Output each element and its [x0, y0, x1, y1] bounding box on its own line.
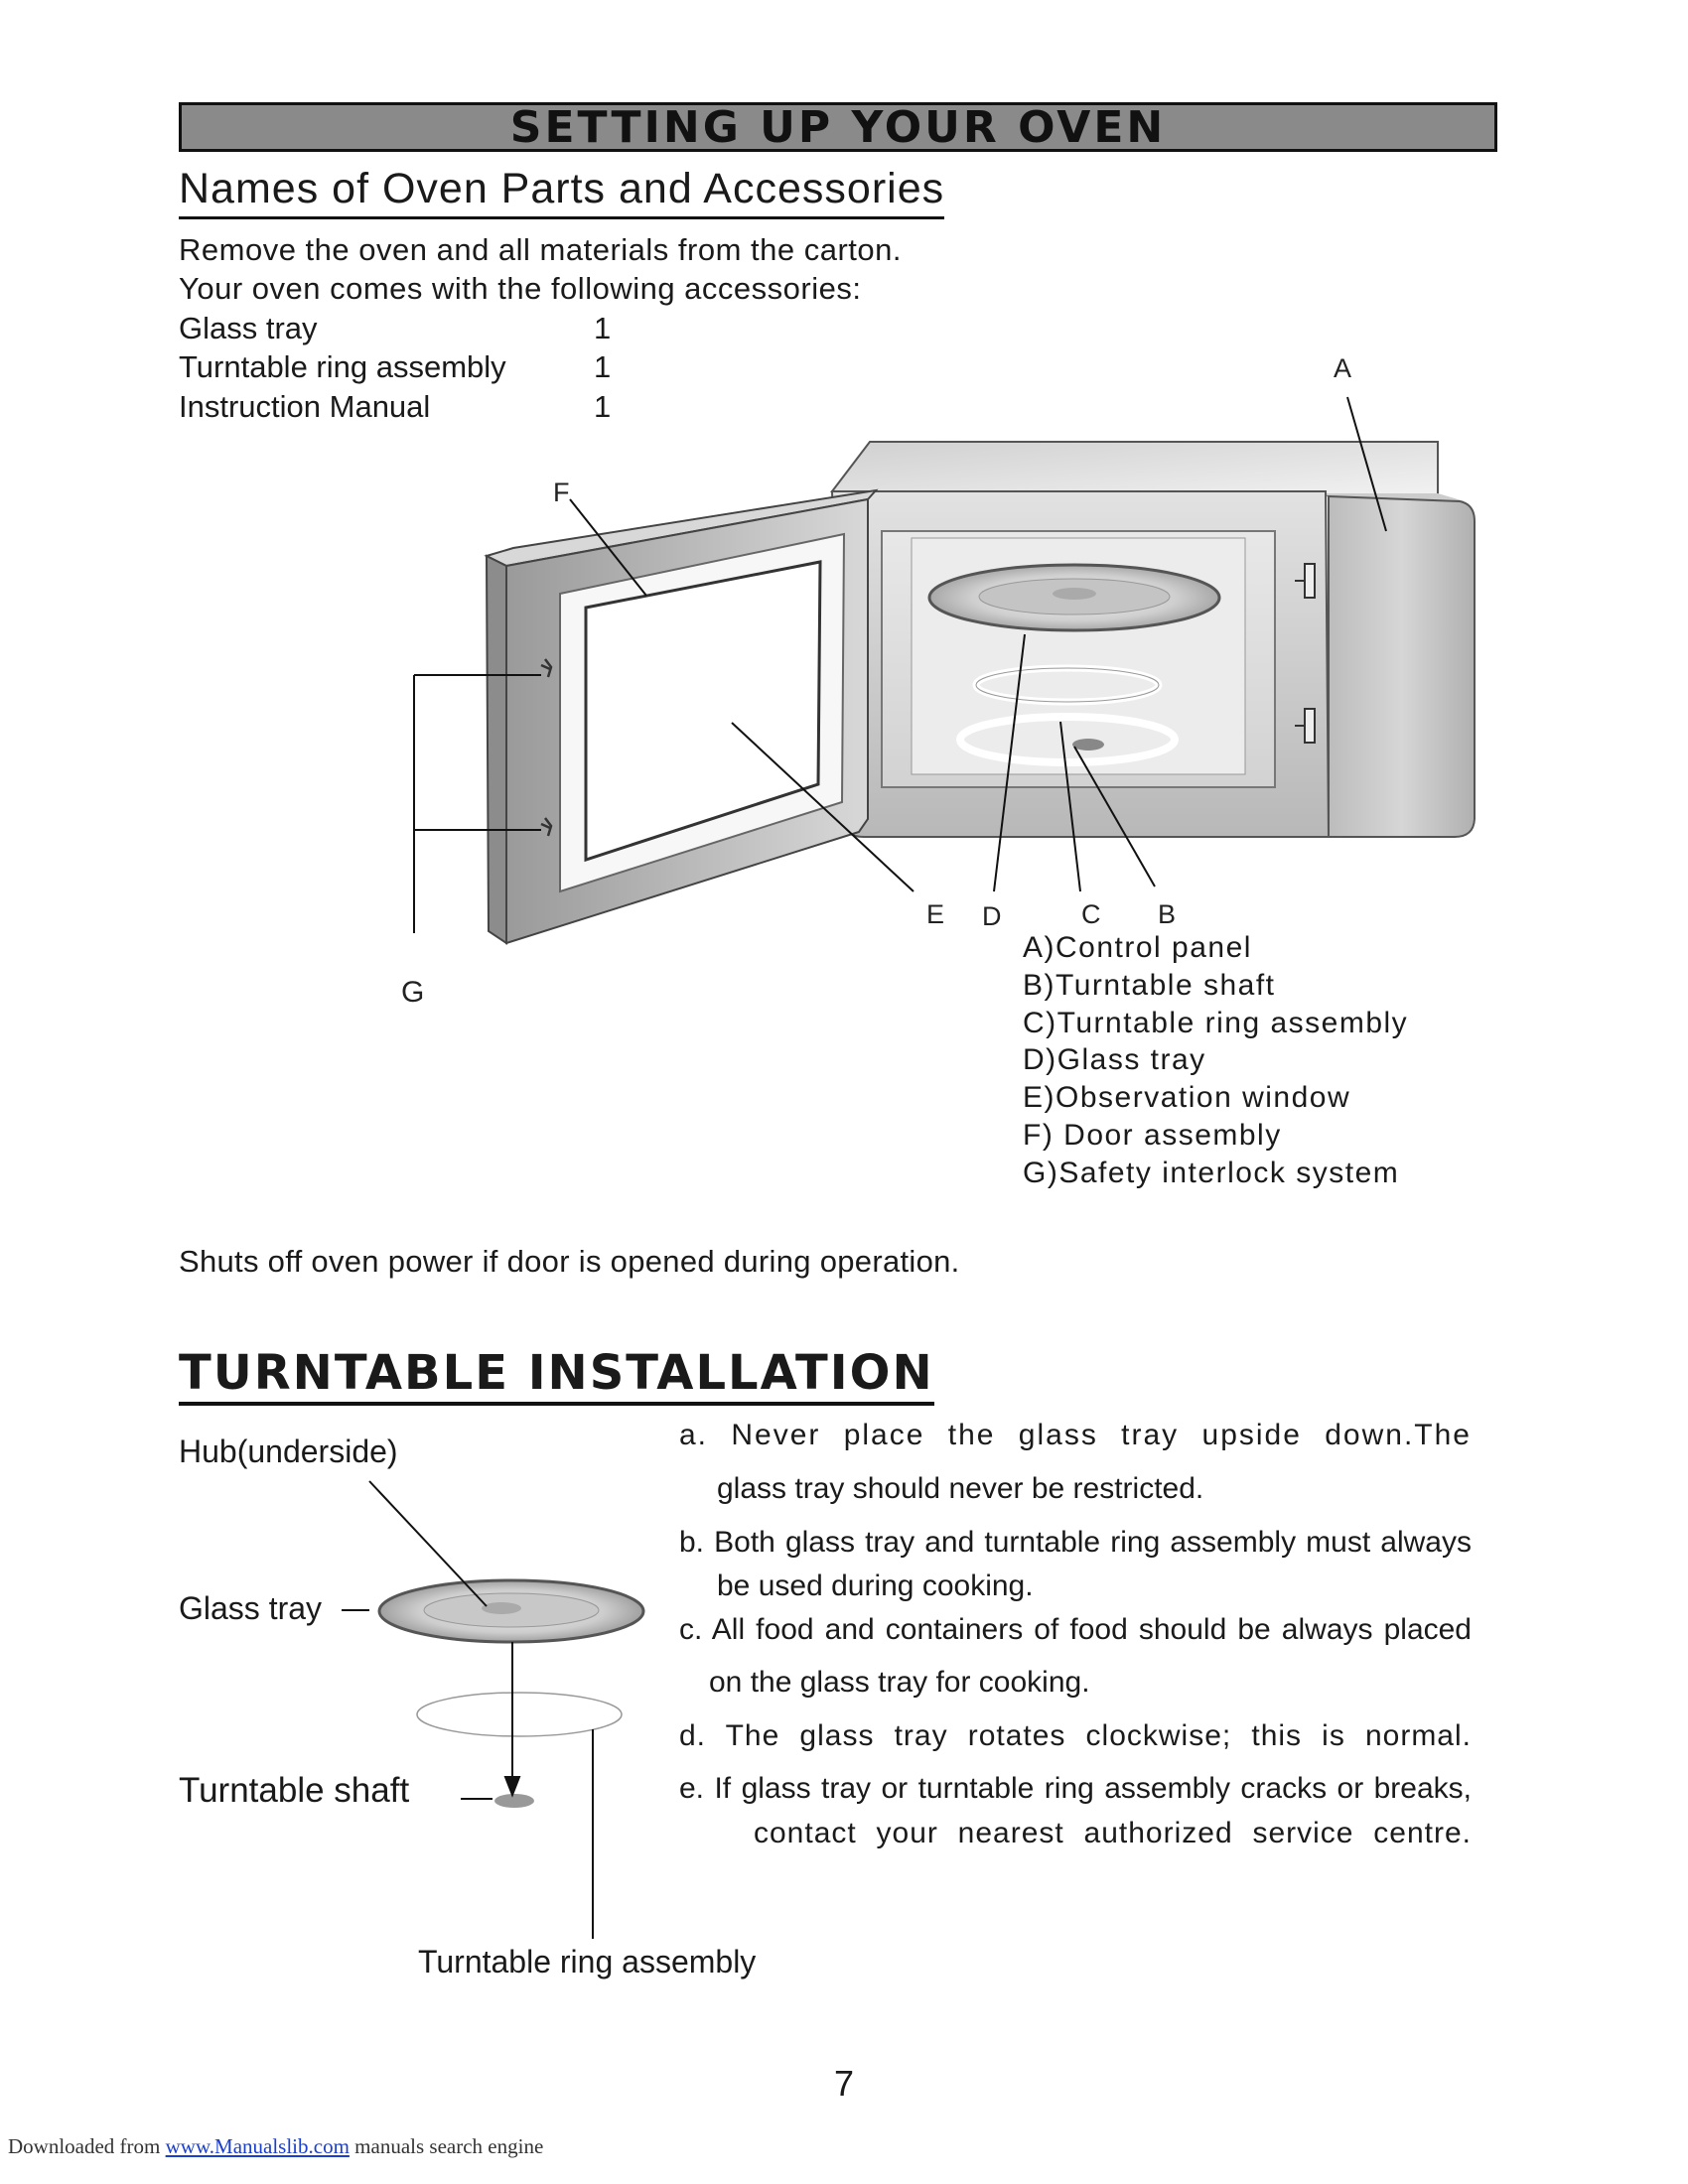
legend-item: E)Observation window [1023, 1081, 1351, 1115]
accessory-qty: 1 [594, 389, 612, 424]
instruction-d: d. The glass tray rotates clockwise; this is normal. [679, 1719, 1472, 1752]
legend-item: D)Glass tray [1023, 1043, 1206, 1077]
oven-diagram [0, 0, 1688, 993]
legend-item: B)Turntable shaft [1023, 968, 1276, 1002]
callout-f: F [553, 478, 570, 507]
accessory-qty: 1 [594, 311, 612, 345]
legend-item: G)Safety interlock system [1023, 1156, 1400, 1189]
parts-legend [1023, 929, 1408, 1192]
hub-label: Hub(underside) [179, 1433, 398, 1469]
turntable-shaft-label: Turntable shaft [179, 1771, 410, 1810]
accessory-name: Instruction Manual [179, 389, 431, 424]
callout-g: G [401, 976, 425, 1009]
glass-tray-label: Glass tray [179, 1590, 323, 1626]
manualslib-link[interactable]: www.Manualslib.com [165, 2134, 350, 2158]
intro-line-2: Your oven comes with the following accessories: [179, 271, 862, 306]
callout-e: E [926, 899, 945, 929]
legend-item: A)Control panel [1023, 931, 1252, 964]
accessory-qty: 1 [594, 349, 612, 384]
instruction-c-cont: on the glass tray for cooking. [709, 1666, 1090, 1699]
callout-d: D [982, 901, 1002, 931]
page-number: 7 [833, 2063, 855, 2104]
instruction-b: b. Both glass tray and turntable ring assembly must always [679, 1526, 1472, 1559]
instruction-b-cont: be used during cooking. [717, 1570, 1034, 1602]
instruction-a: a. Never place the glass tray upside down.The [679, 1419, 1472, 1451]
parts-heading: Names of Oven Parts and Accessories [179, 163, 944, 219]
legend-item: F) Door assembly [1023, 1118, 1282, 1152]
callout-c: C [1081, 899, 1101, 929]
footer-prefix: Downloaded from [8, 2134, 166, 2158]
accessory-name: Glass tray [179, 311, 318, 345]
instruction-e: e. If glass tray or turntable ring assembly cracks or breaks, [679, 1772, 1472, 1805]
legend-item: C)Turntable ring assembly [1023, 1006, 1409, 1039]
interlock-note: Shuts off oven power if door is opened during operation. [179, 1244, 960, 1279]
callout-b: B [1158, 899, 1177, 929]
instruction-a-cont: glass tray should never be restricted. [717, 1472, 1204, 1505]
page-title: SETTING UP YOUR OVEN [509, 101, 1167, 153]
turntable-heading: TURNTABLE INSTALLATION [179, 1344, 934, 1406]
intro-line-1: Remove the oven and all materials from the carton. [179, 232, 903, 267]
callout-a: A [1334, 353, 1352, 383]
instruction-c: c. All food and containers of food should be always placed [679, 1613, 1472, 1646]
accessory-name: Turntable ring assembly [179, 349, 506, 384]
turntable-diagram [0, 1390, 695, 1985]
download-footer [8, 2134, 543, 2159]
footer-suffix: manuals search engine [349, 2134, 544, 2158]
oven-door [487, 490, 876, 943]
instruction-e-cont: contact your nearest authorized service centre. [754, 1817, 1472, 1849]
turntable-ring-label: Turntable ring assembly [418, 1944, 757, 1979]
